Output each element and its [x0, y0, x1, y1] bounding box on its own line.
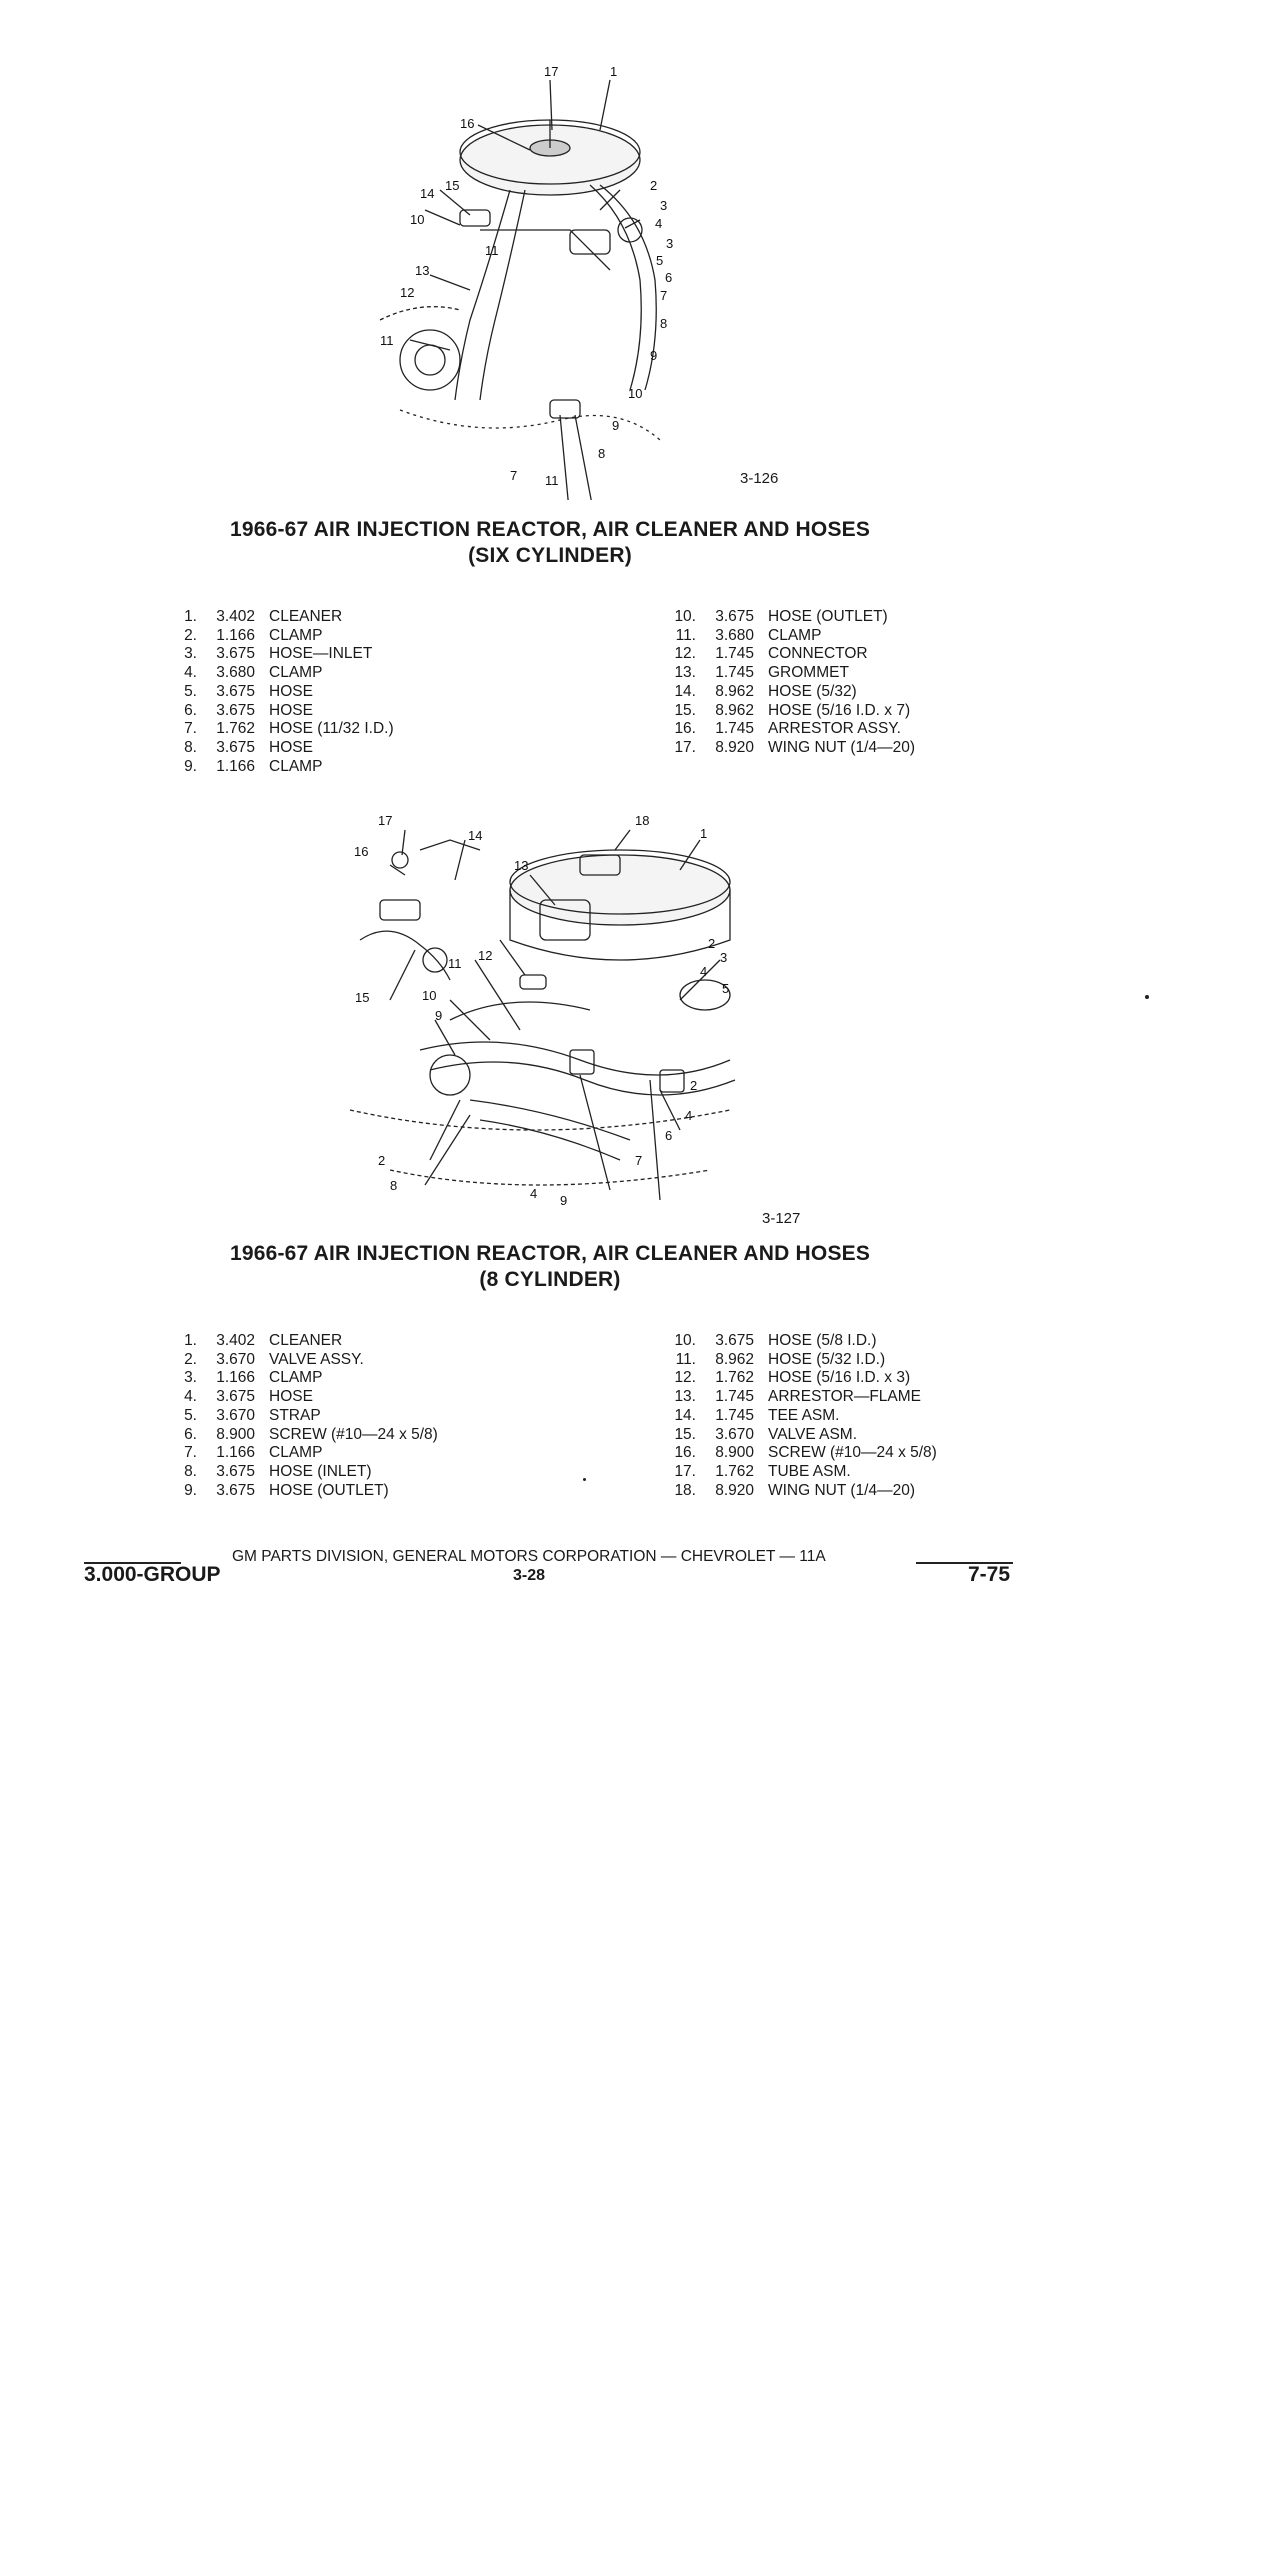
parts-row — [666, 1444, 937, 1463]
part-description: CLEANER — [269, 608, 343, 625]
part-number: 2. — [184, 1350, 197, 1368]
part-number: 4. — [184, 1388, 197, 1406]
callout-label: 9 — [612, 418, 620, 433]
figure-number: 3-126 — [740, 470, 779, 487]
part-number: 9. — [184, 1481, 197, 1499]
part-description: GROMMET — [768, 664, 849, 682]
callout-label: 7 — [660, 288, 668, 303]
part-number: 4. — [184, 664, 197, 682]
group-code: 3.670 — [715, 1425, 754, 1443]
callout-label: 8 — [660, 316, 668, 331]
callout-label: 10 — [410, 212, 425, 227]
figure-number: 3-127 — [762, 1210, 801, 1227]
parts-row — [167, 1426, 438, 1445]
parts-row — [666, 1351, 937, 1370]
callout-label: 8 — [390, 1178, 398, 1193]
part-description: STRAP — [269, 1406, 321, 1424]
figure-3-126-illustration — [360, 60, 800, 500]
part-number: 12. — [674, 1369, 696, 1387]
part-description: HOSE — [269, 738, 313, 756]
callout-label: 14 — [468, 828, 483, 843]
callout-label: 3 — [666, 236, 674, 251]
parts-row — [666, 1407, 937, 1426]
part-number: 3. — [184, 645, 197, 663]
section-title-line1: 1966-67 AIR INJECTION REACTOR, AIR CLEANER AND HOSES — [229, 1242, 871, 1265]
callout-label: 17 — [544, 64, 559, 79]
part-description: CLAMP — [269, 626, 323, 644]
parts-row — [666, 627, 915, 646]
callout-label: 6 — [665, 270, 673, 285]
parts-row — [167, 1482, 438, 1501]
group-code: 1.745 — [715, 1388, 754, 1406]
parts-list-left — [167, 608, 394, 776]
callout-label: 3 — [720, 950, 728, 965]
parts-row — [666, 608, 915, 627]
callout-label: 5 — [722, 981, 730, 996]
parts-row — [167, 1332, 438, 1351]
callout-label: 10 — [628, 386, 643, 401]
parts-row — [167, 758, 394, 777]
callout-label: 17 — [378, 813, 393, 828]
part-description: HOSE (INLET) — [269, 1462, 372, 1480]
part-description: ARRESTOR ASSY. — [768, 720, 901, 738]
footer-division: GM PARTS DIVISION, GENERAL MOTORS CORPORATION — CHEVROLET — 11A — [232, 1548, 826, 1565]
part-description: HOSE (5/16 I.D. x 7) — [768, 701, 911, 719]
part-description: SCREW (#10—24 x 5/8) — [768, 1444, 937, 1462]
part-description: CLAMP — [768, 626, 822, 644]
group-code: 3.675 — [216, 701, 255, 719]
part-description: ARRESTOR—FLAME — [768, 1388, 922, 1406]
callout-label: 2 — [650, 178, 658, 193]
group-code: 3.680 — [216, 664, 255, 682]
part-number: 14. — [674, 682, 696, 700]
parts-row — [167, 739, 394, 758]
part-number: 7. — [184, 1444, 197, 1462]
part-number: 5. — [184, 682, 197, 700]
group-code: 8.920 — [715, 1481, 754, 1499]
callout-label: 5 — [656, 253, 664, 268]
footer-page-number: 3-28 — [513, 1567, 546, 1584]
parts-row — [167, 1388, 438, 1407]
parts-row — [167, 702, 394, 721]
parts-list-right — [666, 1332, 937, 1500]
callout-label: 9 — [435, 1008, 443, 1023]
part-number: 12. — [674, 645, 696, 663]
part-number: 5. — [184, 1406, 197, 1424]
callout-label: 12 — [400, 285, 415, 300]
figure-3-127-illustration — [330, 810, 790, 1210]
callout-label: 4 — [700, 964, 708, 979]
part-number: 11. — [675, 626, 696, 644]
part-number: 8. — [184, 738, 197, 756]
parts-row — [167, 1463, 438, 1482]
group-code: 3.402 — [216, 1332, 255, 1349]
part-number: 3. — [184, 1369, 197, 1387]
part-description: WING NUT (1/4—20) — [768, 1481, 915, 1499]
callout-label: 6 — [665, 1128, 673, 1143]
part-description: HOSE (5/16 I.D. x 3) — [768, 1369, 911, 1387]
callout-label: 11 — [448, 956, 462, 971]
callout-label: 4 — [655, 216, 663, 231]
group-code: 1.166 — [216, 1444, 255, 1462]
parts-row — [666, 1426, 937, 1445]
group-code: 1.762 — [715, 1462, 754, 1480]
part-number: 16. — [674, 720, 696, 738]
group-code: 3.670 — [216, 1406, 255, 1424]
group-code: 8.920 — [715, 738, 754, 756]
part-number: 9. — [184, 757, 197, 775]
section-title-line2: (SIX CYLINDER) — [468, 544, 632, 567]
part-number: 11. — [675, 1350, 696, 1368]
section-title-line1: 1966-67 AIR INJECTION REACTOR, AIR CLEANER AND HOSES — [229, 518, 871, 541]
parts-row — [666, 702, 915, 721]
callout-label: 3 — [660, 198, 668, 213]
part-description: TEE ASM. — [768, 1406, 840, 1424]
callout-label: 1 — [610, 64, 618, 79]
part-number: 1. — [184, 608, 197, 625]
group-code: 1.762 — [715, 1369, 754, 1387]
parts-row — [167, 627, 394, 646]
part-number: 10. — [674, 608, 696, 625]
part-number: 15. — [674, 701, 696, 719]
callout-label: 10 — [422, 988, 437, 1003]
parts-row — [666, 645, 915, 664]
part-number: 17. — [674, 738, 696, 756]
part-description: WING NUT (1/4—20) — [768, 738, 915, 756]
part-description: TUBE ASM. — [768, 1462, 851, 1480]
group-code: 8.900 — [715, 1444, 754, 1462]
callout-label: 2 — [708, 936, 716, 951]
group-code: 1.166 — [216, 1369, 255, 1387]
callout-label: 15 — [355, 990, 370, 1005]
parts-list-left — [167, 1332, 438, 1500]
group-code: 1.745 — [715, 664, 754, 682]
part-description: CLEANER — [269, 1332, 343, 1349]
callout-label: 9 — [650, 348, 658, 363]
group-code: 3.670 — [216, 1350, 255, 1368]
parts-row — [167, 608, 394, 627]
group-code: 1.745 — [715, 1406, 754, 1424]
parts-row — [167, 1369, 438, 1388]
part-number: 1. — [184, 1332, 197, 1349]
callout-label: 11 — [380, 333, 394, 348]
group-code: 3.675 — [216, 1462, 255, 1480]
footer-date: 7-75 — [968, 1563, 1011, 1586]
parts-row — [666, 1482, 937, 1501]
footer-group: 3.000-GROUP — [84, 1563, 221, 1586]
part-description: CONNECTOR — [768, 645, 868, 663]
section-title — [0, 517, 1100, 569]
part-description: HOSE (5/8 I.D.) — [768, 1332, 877, 1349]
parts-row — [666, 1388, 937, 1407]
parts-row — [167, 645, 394, 664]
part-number: 13. — [674, 1388, 696, 1406]
callout-label: 7 — [510, 468, 518, 483]
part-description: HOSE (5/32 I.D.) — [768, 1350, 886, 1368]
group-code: 3.675 — [715, 608, 754, 625]
parts-row — [167, 1351, 438, 1370]
group-code: 1.166 — [216, 757, 255, 775]
callout-label: 2 — [690, 1078, 698, 1093]
group-code: 1.745 — [715, 720, 754, 738]
group-code: 1.745 — [715, 645, 754, 663]
parts-row — [666, 720, 915, 739]
parts-row — [666, 739, 915, 758]
callout-label: 12 — [478, 948, 493, 963]
callout-label: 16 — [460, 116, 475, 131]
part-description: SCREW (#10—24 x 5/8) — [269, 1425, 438, 1443]
group-code: 3.675 — [216, 738, 255, 756]
group-code: 3.402 — [216, 608, 255, 625]
part-description: HOSE (OUTLET) — [269, 1481, 389, 1499]
parts-row — [167, 664, 394, 683]
group-code: 3.680 — [715, 626, 754, 644]
speck-dot — [583, 1478, 586, 1481]
part-description: HOSE (OUTLET) — [768, 608, 888, 625]
part-number: 6. — [184, 701, 197, 719]
part-number: 15. — [674, 1425, 696, 1443]
callout-label: 9 — [560, 1193, 568, 1208]
callout-label: 11 — [485, 243, 499, 258]
callout-label: 13 — [415, 263, 430, 278]
group-code: 3.675 — [216, 1388, 255, 1406]
callout-label: 13 — [514, 858, 529, 873]
part-description: VALVE ASSY. — [269, 1350, 364, 1368]
part-description: CLAMP — [269, 1369, 323, 1387]
callout-label: 11 — [545, 473, 559, 488]
part-description: HOSE — [269, 1388, 313, 1406]
part-description: HOSE—INLET — [269, 645, 373, 663]
part-description: VALVE ASM. — [768, 1425, 858, 1443]
part-number: 17. — [674, 1462, 696, 1480]
parts-row — [167, 1444, 438, 1463]
callout-label: 16 — [354, 844, 369, 859]
group-code: 1.166 — [216, 626, 255, 644]
part-description: CLAMP — [269, 664, 323, 682]
callout-label: 14 — [420, 186, 435, 201]
part-number: 14. — [674, 1406, 696, 1424]
part-description: CLAMP — [269, 757, 323, 775]
part-description: HOSE (11/32 I.D.) — [269, 720, 394, 738]
section-title — [0, 1241, 1100, 1293]
part-number: 13. — [674, 664, 696, 682]
parts-row — [666, 1463, 937, 1482]
group-code: 8.962 — [715, 682, 754, 700]
group-code: 3.675 — [216, 645, 255, 663]
speck-dot — [1145, 995, 1149, 999]
part-number: 2. — [184, 626, 197, 644]
group-code: 3.675 — [216, 1481, 255, 1499]
part-description: HOSE — [269, 682, 313, 700]
part-number: 7. — [184, 720, 197, 738]
part-description: CLAMP — [269, 1444, 323, 1462]
callout-label: 8 — [598, 446, 606, 461]
group-code: 3.675 — [216, 682, 255, 700]
callout-label: 2 — [378, 1153, 386, 1168]
group-code: 8.962 — [715, 701, 754, 719]
section-title-line2: (8 CYLINDER) — [479, 1268, 621, 1291]
parts-row — [666, 1369, 937, 1388]
part-number: 8. — [184, 1462, 197, 1480]
parts-row — [167, 1407, 438, 1426]
parts-row — [167, 683, 394, 702]
parts-row — [666, 1332, 937, 1351]
group-code: 8.900 — [216, 1425, 255, 1443]
parts-row — [666, 683, 915, 702]
part-number: 16. — [674, 1444, 696, 1462]
callout-label: 7 — [635, 1153, 643, 1168]
part-number: 18. — [674, 1481, 696, 1499]
parts-list-right — [666, 608, 915, 758]
callout-label: 18 — [635, 813, 650, 828]
callout-label: 1 — [700, 826, 708, 841]
callout-label: 15 — [445, 178, 460, 193]
part-description: HOSE (5/32) — [768, 682, 857, 700]
part-number: 10. — [674, 1332, 696, 1349]
part-number: 6. — [184, 1425, 197, 1443]
part-description: HOSE — [269, 701, 313, 719]
parts-row — [167, 720, 394, 739]
callout-label: 4 — [685, 1108, 693, 1123]
group-code: 8.962 — [715, 1350, 754, 1368]
group-code: 1.762 — [216, 720, 255, 738]
parts-row — [666, 664, 915, 683]
group-code: 3.675 — [715, 1332, 754, 1349]
callout-label: 4 — [530, 1186, 538, 1201]
